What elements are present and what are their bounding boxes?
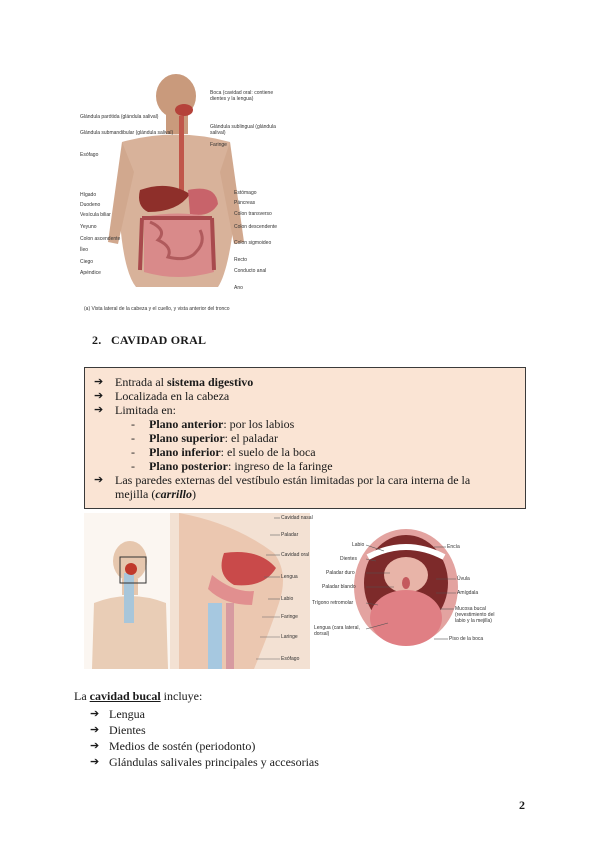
bullet-walls-line1: Las paredes externas del vestíbulo están limitadas por la cara interna de la [115,473,471,487]
plane-anterior [149,418,294,431]
label-ileum: Íleo [80,247,89,253]
label-rectum: Recto [234,257,248,263]
label-tonsil: Amígdala [457,590,479,596]
list-item: Glándulas salivales principales y accesorias [109,755,319,769]
oral-cavity-figures [84,513,496,669]
intro-post: incluye: [160,689,203,703]
label-tongue-mouth: Lengua (cara lateral, dorsal) [314,625,360,637]
figure-top-caption: (a) Vista lateral de la cabeza y el cuello, y vista anterior del tronco [84,306,230,312]
label-larynx: Laringe [281,634,298,640]
arrow-icon: ➔ [90,708,100,720]
list-item: Lengua [109,707,145,721]
label-buccal-mucosa: Mucosa bucal (revestimiento del labio y la mejilla) [455,606,495,624]
arrow-icon: ➔ [94,376,104,388]
label-anus: Ano [234,285,243,291]
bottom-intro [74,690,202,703]
arrow-icon: ➔ [94,390,104,402]
list-item: Medios de sostén (periodonto) [109,739,256,753]
plane-inferior [149,446,316,459]
section-heading [92,333,206,348]
label-palate: Paladar [281,532,299,538]
label-soft-palate: Paladar blando [322,584,356,590]
digestive-system-figure [78,72,288,317]
walls-line2-bold: carrillo [155,487,192,501]
label-anal-canal: Conducto anal [234,268,267,274]
label-ascending-colon: Colon ascendente [80,236,121,242]
bullet-entry-text: Entrada al [115,375,167,389]
plane-posterior [149,460,333,473]
label-parotid: Glándula parótida (glándula salival) [80,114,159,120]
section-number: 2. [92,333,102,347]
label-uvula: Úvula [457,576,470,582]
label-retromolar: Trígono retromolar [312,600,354,606]
arrow-icon: ➔ [94,404,104,416]
plane-superior-text: : el paladar [224,431,278,445]
list-item: Dientes [109,723,146,737]
walls-line2-pre: mejilla ( [115,487,156,501]
label-submandibular: Glándula submandibular (glándula salival) [80,130,174,136]
bullet-location: Localizada en la cabeza [115,389,230,403]
label-liver: Hígado [80,192,97,198]
dash-icon: - [131,445,135,459]
label-transverse-colon: Colon transverso [234,211,272,217]
dash-icon: - [131,431,135,445]
label-stomach: Estómago [234,190,257,196]
label-gallbladder: Vesícula biliar [80,212,111,218]
label-hard-palate: Paladar duro [326,570,355,576]
label-gum: Encía [447,544,460,550]
label-duodenum: Duodeno [80,202,101,208]
arrow-icon: ➔ [90,740,100,752]
label-esophagus: Esófago [80,152,99,158]
dash-icon: - [131,417,135,431]
label-nasal-cavity: Cavidad nasal [281,515,313,521]
arrow-icon: ➔ [94,474,104,486]
intro-cavidad-bucal: cavidad bucal [89,689,161,703]
label-pancreas: Páncreas [234,200,256,206]
label-mouth: Boca (cavidad oral: contiene dientes y la lengua) [210,90,274,102]
label-floor-of-mouth: Piso de la boca [449,636,484,642]
bullet-limits: Limitada en: [115,403,176,417]
intro-pre: La [74,689,90,703]
summary-box [84,367,526,509]
label-oral-cavity: Cavidad oral [281,552,310,558]
bullet-entry [115,376,253,389]
plane-posterior-text: : ingreso de la faringe [228,459,333,473]
bullet-entry-bold: sistema digestivo [166,375,254,389]
page-number: 2 [519,798,525,812]
plane-inferior-text: : el suelo de la boca [220,445,316,459]
walls-line2-post: ) [192,487,196,501]
dash-icon: - [131,459,135,473]
arrow-icon: ➔ [90,756,100,768]
plane-superior [149,432,278,445]
label-sigmoid-colon: Colon sigmoideo [234,240,272,246]
label-pharynx: Faringe [210,142,227,148]
label-jejunum: Yeyuno [80,224,97,230]
label-teeth: Dientes [340,556,357,562]
label-appendix: Apéndice [80,270,101,276]
plane-anterior-text: : por los labios [223,417,295,431]
plane-inferior-bold: Plano inferior [149,445,221,459]
label-sublingual: Glándula sublingual (glándula salival) [210,124,276,136]
arrow-icon: ➔ [90,724,100,736]
plane-posterior-bold: Plano posterior [149,459,228,473]
label-tongue: Lengua [281,574,298,580]
plane-anterior-bold: Plano anterior [149,417,224,431]
label-descending-colon: Colon descendente [234,224,278,230]
section-title: CAVIDAD ORAL [111,333,207,347]
label-cecum: Ciego [80,259,94,265]
plane-superior-bold: Plano superior [149,431,225,445]
label-pharynx-sagittal: Faringe [281,614,298,620]
label-esophagus-sagittal: Esófago [281,656,300,662]
bullet-walls-line2 [115,488,196,501]
label-lip: Labio [281,596,294,602]
label-lip-mouth: Labio [352,542,365,548]
